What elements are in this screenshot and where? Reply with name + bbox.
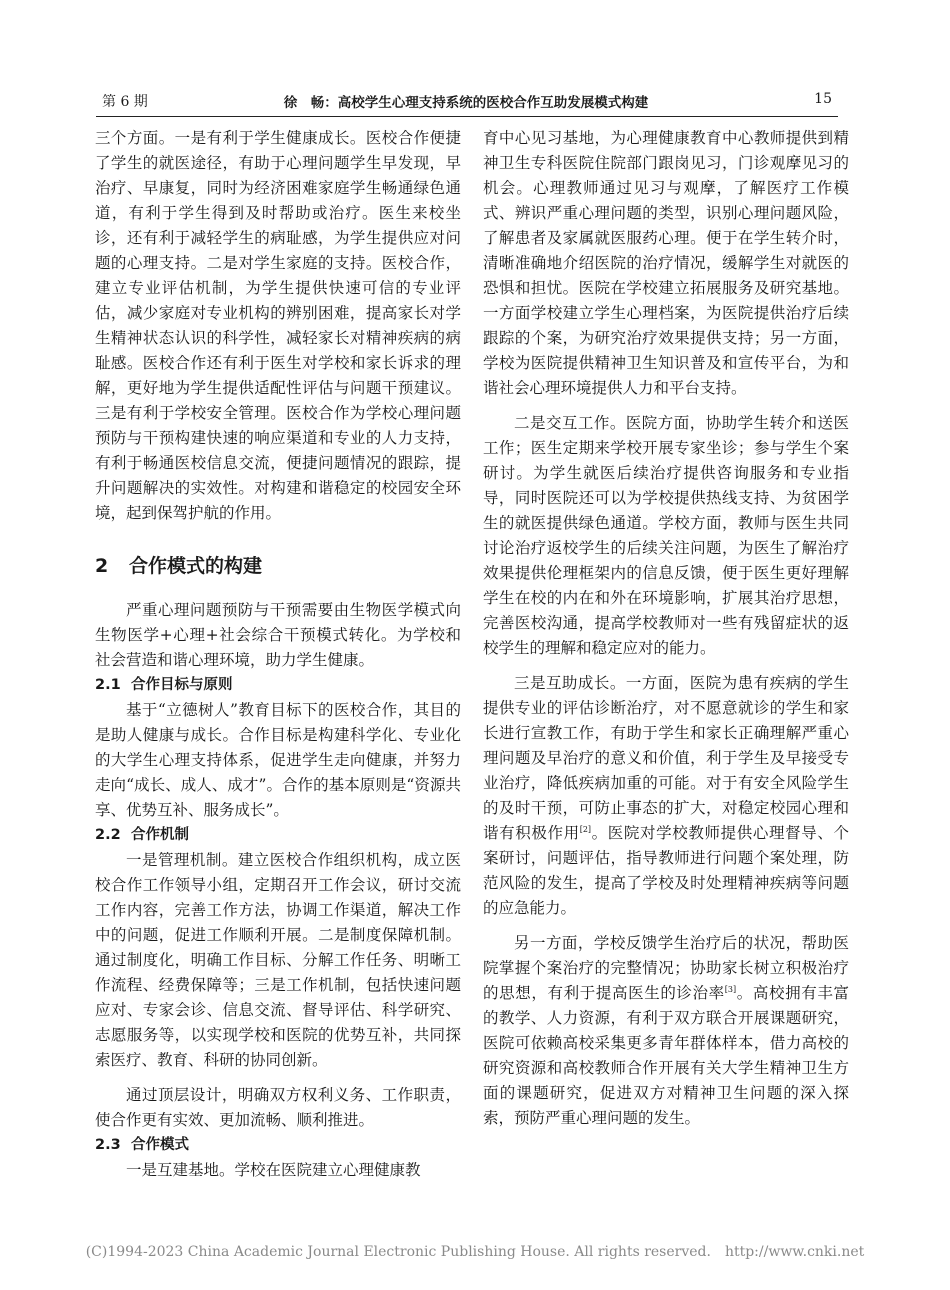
right-column <box>483 126 849 1131</box>
paragraph <box>483 931 849 1131</box>
running-title: 徐 畅：高校学生心理支持系统的医校合作互助发展模式构建 <box>283 95 649 111</box>
section-number: 2 <box>95 555 109 577</box>
paragraph-text: 。医院对学校教师提供心理督导、个案研讨，问题评估，指导教师进行问题个案处理，防范风险的发生，提高了学校及时处理精神疾病等问题的应急能力。 <box>483 824 849 917</box>
subsection-title: 合作机制 <box>131 827 189 843</box>
left-column <box>95 126 461 1183</box>
copyright-footer: (C)1994-2023 China Academic Journal Electronic Publishing House. All rights reserved. http://www.cnki.net <box>85 1244 865 1260</box>
paragraph: 一是互建基地。学校在医院建立心理健康教 <box>126 1161 421 1179</box>
paragraph: 严重心理问题预防与干预需要由生物医学模式向生物医学+心理+社会综合干预模式转化。为学校和社会营造和谐心理环境，助力学生健康。 <box>95 601 461 669</box>
subsection-title: 合作模式 <box>131 1137 189 1153</box>
page-number: 15 <box>814 91 832 107</box>
paragraph: 三个方面。一是有利于学生健康成长。医校合作便捷了学生的就医途径，有助于心理问题学生早发现，早治疗、早康复，同时为经济困难家庭学生畅通绿色通道，有利于学生得到及时帮助或治疗。医生来校坐诊，还有利于减轻学生的病耻感，为学生提供应对问题的心理支持。二是对学生家庭的支持。医校合作，建立专业评估机制，为学生提供快速可信的专业评估，减少家庭对专业机构的辨别困难，提高家长对学生精神状态认识的科学性，减轻家长对精神疾病的病耻感。医校合作还有利于医生对学校和家长诉求的理解，更好地为学生提供适配性评估与问题干预建议。三是有利于学校安全管理。医校合作为学校心理问题预防与干预构建快速的响应渠道和专业的人力支持，有利于畅通医校信息交流，便捷问题情况的跟踪，提升问题解决的实效性。对构建和谐稳定的校园安全环境，起到保驾护航的作用。 <box>95 129 461 522</box>
paragraph <box>483 671 849 921</box>
section-heading <box>95 552 461 580</box>
citation-ref: [3] <box>724 984 737 994</box>
subsection-heading <box>95 673 461 698</box>
paragraph: 通过顶层设计，明确双方权利义务、工作职责，使合作更有实效、更加流畅、顺利推进。 <box>95 1086 461 1129</box>
subsection-title: 合作目标与原则 <box>131 677 233 693</box>
paragraph-text: 。高校拥有丰富的教学、人力资源，有利于双方联合开展课题研究，医院可依赖高校采集更多青年群体样本，借力高校的研究资源和高校教师合作开展有关大学生精神卫生方面的课题研究，促进双方对精神卫生问题的深入探索，预防严重心理问题的发生。 <box>483 984 849 1127</box>
citation-ref: [2] <box>579 824 592 834</box>
subsection-number: 2.1 <box>95 677 121 693</box>
issue-number: 第 6 期 <box>102 94 148 110</box>
paragraph: 育中心见习基地，为心理健康教育中心教师提供到精神卫生专科医院住院部门跟岗见习，门诊观摩见习的机会。心理教师通过见习与观摩，了解医疗工作模式、辨识严重心理问题的类型，识别心理问题风险，了解患者及家属就医服药心理。便于在学生转介时，清晰准确地介绍医院的治疗情况，缓解学生对就医的恐惧和担忧。医院在学校建立拓展服务及研究基地。一方面学校建立学生心理档案，为医院提供治疗后续跟踪的个案，为研究治疗效果提供支持；另一方面，学校为医院提供精神卫生知识普及和宣传平台，为和谐社会心理环境提供人力和平台支持。 <box>483 129 849 397</box>
header-rule <box>96 116 838 117</box>
subsection-number: 2.2 <box>95 827 121 843</box>
subsection-heading <box>95 823 461 848</box>
paragraph: 二是交互工作。医院方面，协助学生转介和送医工作；医生定期来学校开展专家坐诊；参与学生个案研讨。为学生就医后续治疗提供咨询服务和专业指导，同时医院还可以为学校提供热线支持、为贫困学生的就医提供绿色通道。学校方面，教师与医生共同讨论治疗返校学生的后续关注问题，为医生了解治疗效果提供伦理框架内的信息反馈，便于医生更好理解学生在校的内在和外在环境影响，扩展其治疗思想，完善医校沟通，提高学校教师对一些有残留症状的返校学生的理解和稳定应对的能力。 <box>483 414 849 657</box>
paragraph: 一是管理机制。建立医校合作组织机构，成立医校合作工作领导小组，定期召开工作会议，研讨交流工作内容，完善工作方法，协调工作渠道，解决工作中的问题，促进工作顺利开展。二是制度保障机制。通过制度化，明确工作目标、分解工作任务、明晰工作流程、经费保障等；三是工作机制，包括快速问题应对、专家会诊、信息交流、督导评估、科学研究、志愿服务等，以实现学校和医院的优势互补，共同探索医疗、教育、科研的协同创新。 <box>95 851 461 1069</box>
paragraph-text: 另一方面，学校反馈学生治疗后的状况，帮助医院掌握个案治疗的完整情况；协助家长树立积极治疗的思想，有利于提高医生的诊治率 <box>483 934 849 1002</box>
paragraph-text: 三是互助成长。一方面，医院为患有疾病的学生提供专业的评估诊断治疗，对不愿意就诊的学生和家长进行宣教工作，有助于学生和家长正确理解严重心理问题及早治疗的意义和价值，利于学生及早接受专业治疗，降低疾病加重的可能。对于有安全风险学生的及时干预，可防止事态的扩大，对稳定校园心理和谐有积极作用 <box>483 674 849 842</box>
paragraph: 基于“立德树人”教育目标下的医校合作，其目的是助人健康与成长。合作目标是构建科学化、专业化的大学生心理支持体系，促进学生走向健康，并努力走向“成长、成人、成才”。合作的基本原则是“资源共享、优势互补、服务成长”。 <box>95 701 461 819</box>
subsection-heading <box>95 1133 461 1158</box>
running-header <box>96 91 836 113</box>
section-title: 合作模式的构建 <box>129 555 263 577</box>
subsection-number: 2.3 <box>95 1137 121 1153</box>
